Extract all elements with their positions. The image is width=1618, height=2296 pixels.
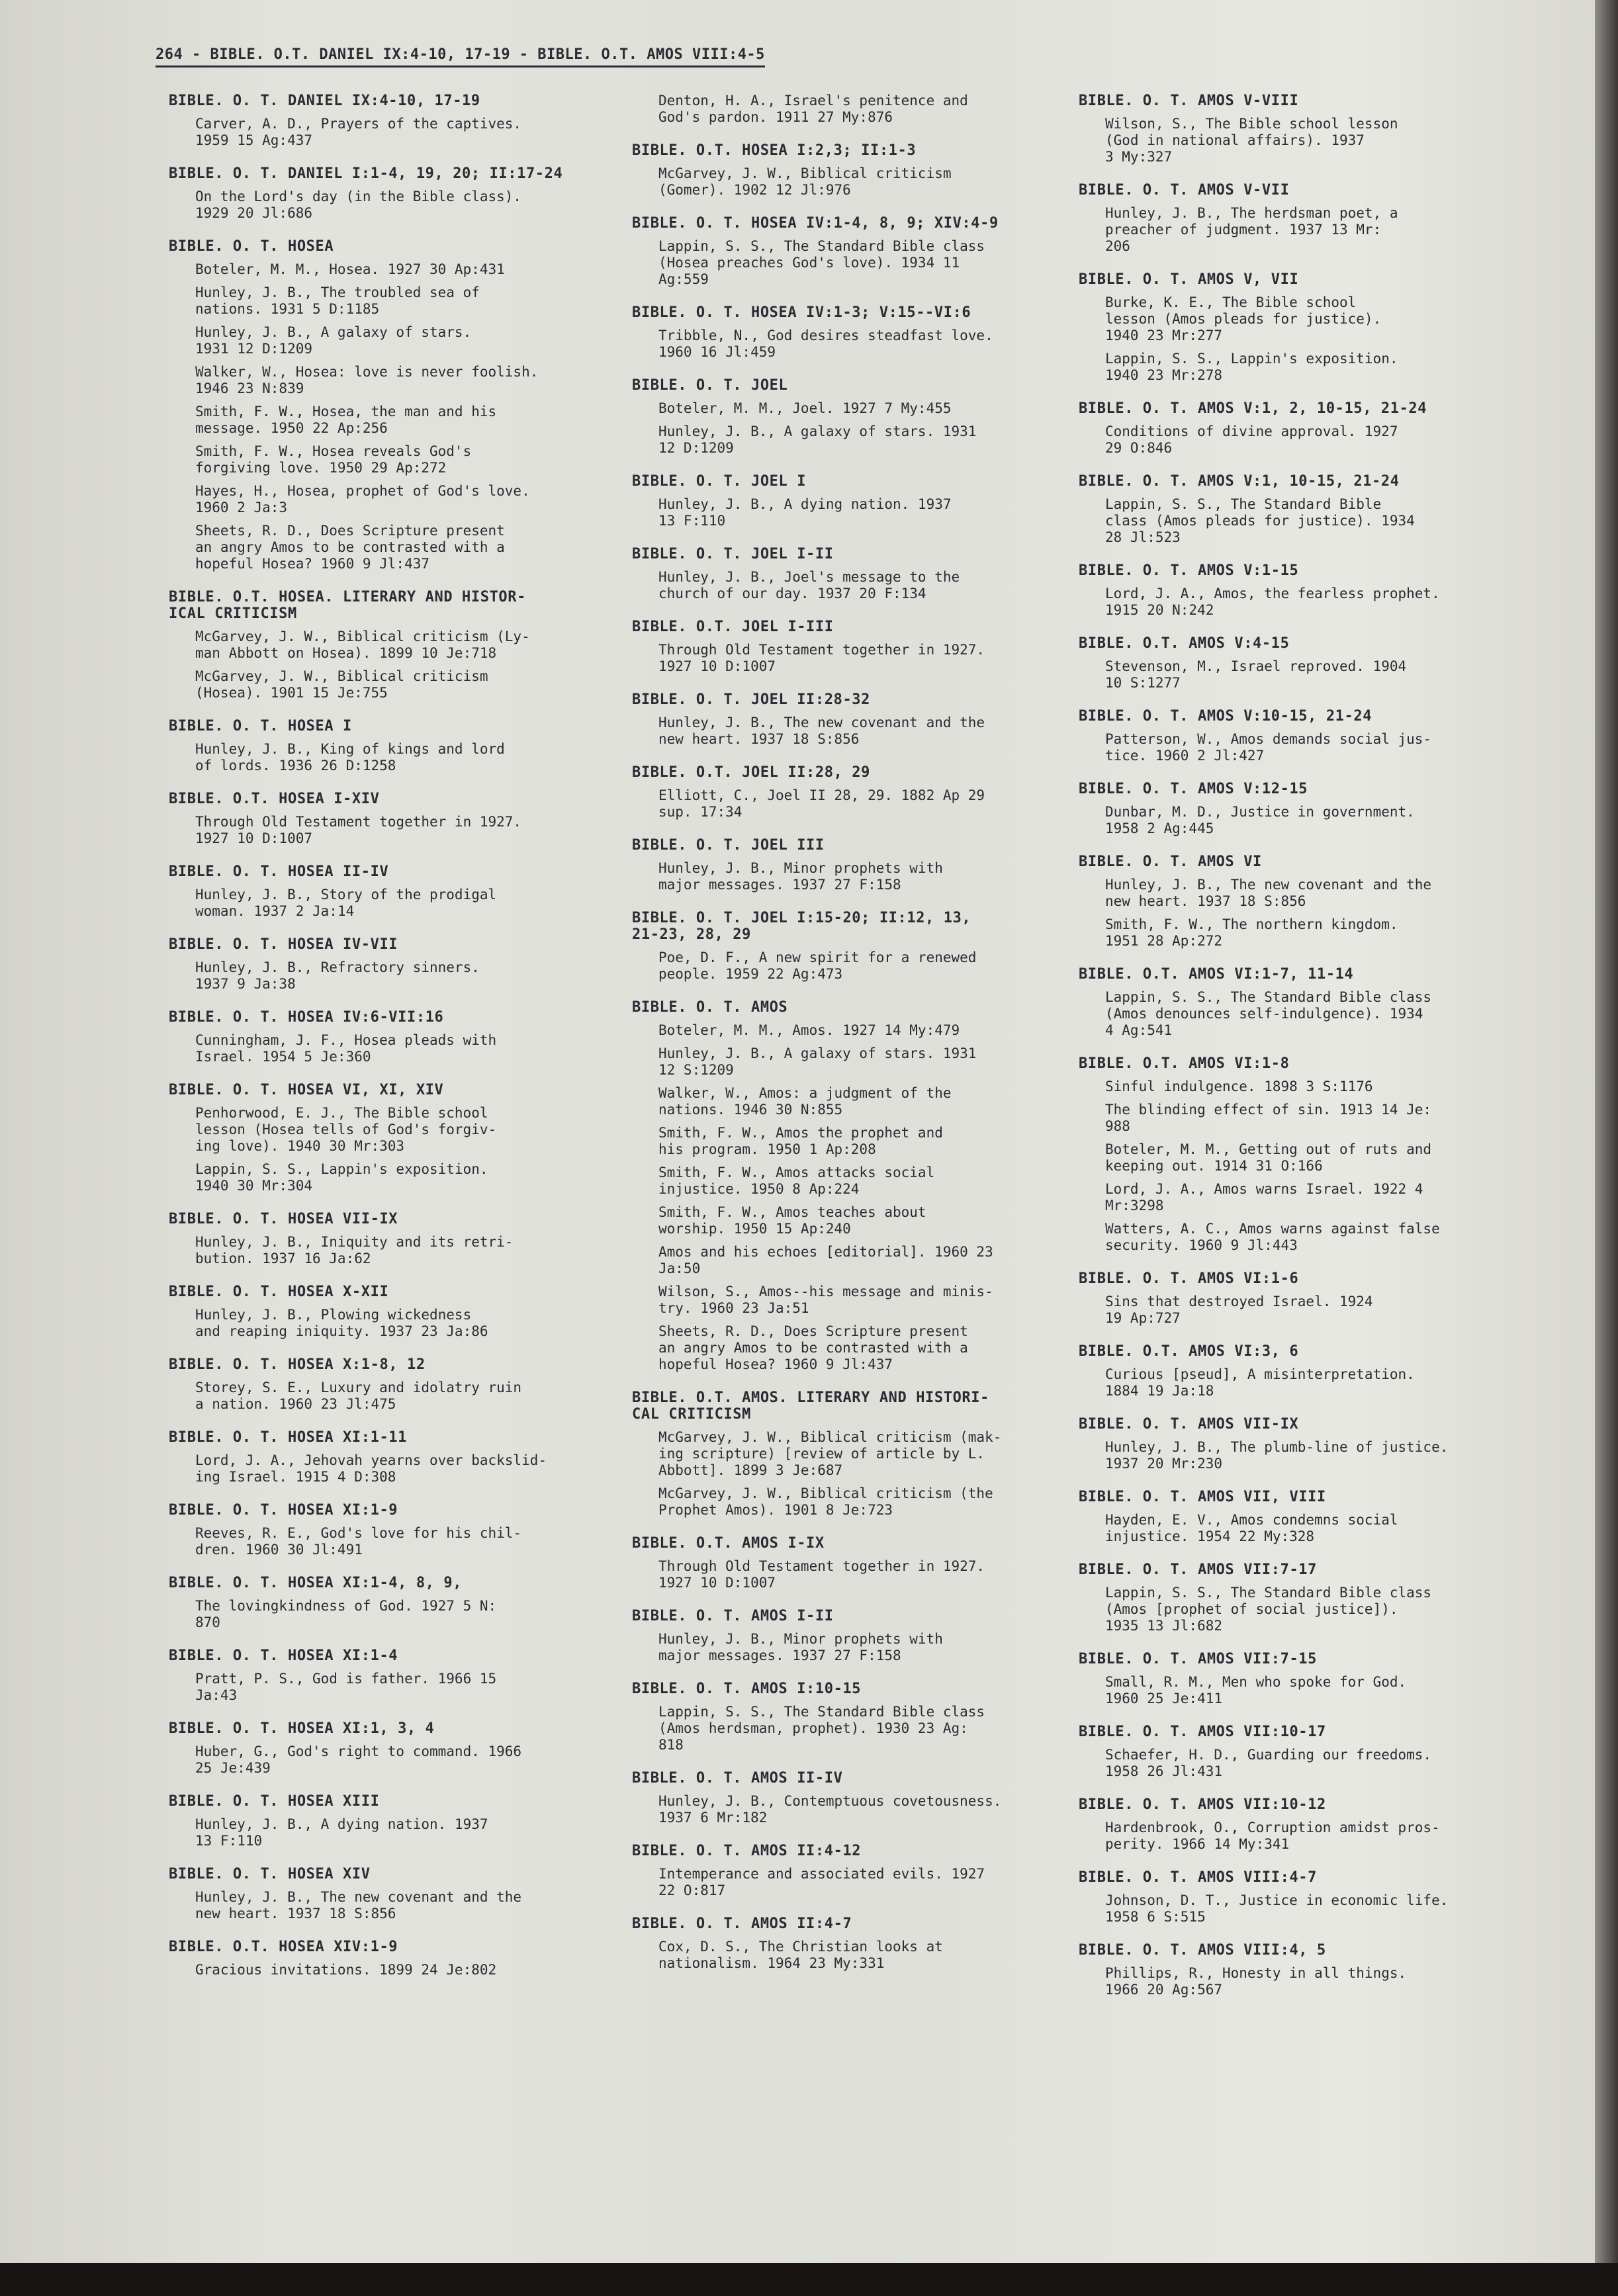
index-entry — [1079, 1562, 1502, 1634]
citation: Hunley, J. B., Refractory sinners. 1937 9 Ja:38 — [195, 959, 480, 992]
citation: Lord, J. A., Amos warns Israel. 1922 4 Mr:3298 — [1105, 1181, 1423, 1214]
index-entry — [169, 1284, 592, 1340]
subject-heading: BIBLE. O. T. AMOS VII, VIII — [1079, 1489, 1326, 1505]
citation: Carver, A. D., Prayers of the captives. 1959 15 Ag:437 — [195, 116, 522, 148]
citation: Wilson, S., Amos--his message and minis- try. 1960 23 Ja:51 — [658, 1284, 993, 1316]
citation: Boteler, M. M., Amos. 1927 14 My:479 — [658, 1022, 960, 1038]
index-entry — [169, 1648, 592, 1704]
subject-heading: BIBLE. O. T. AMOS V:1, 2, 10-15, 21-24 — [1079, 400, 1427, 417]
citation: Hayes, H., Hosea, prophet of God's love. 1960 2 Ja:3 — [195, 483, 530, 515]
index-entry — [169, 1720, 592, 1777]
citation: Gracious invitations. 1899 24 Je:802 — [195, 1962, 497, 1978]
citation: Curious [pseud], A misinterpretation. 1884 19 Ja:18 — [1105, 1366, 1415, 1399]
subject-heading: BIBLE. O. T. HOSEA IV:1-4, 8, 9; XIV:4-9 — [632, 215, 999, 232]
subject-heading: BIBLE. O.T. AMOS VI:1-8 — [1079, 1055, 1290, 1072]
citation: Hardenbrook, O., Corruption amidst pros- perity. 1966 14 My:341 — [1105, 1820, 1440, 1852]
subject-heading: BIBLE. O.T. JOEL II:28, 29 — [632, 764, 870, 781]
index-entry — [632, 1916, 1056, 1972]
subject-heading: BIBLE. O. T. HOSEA XI:1-4, 8, 9, — [169, 1575, 463, 1591]
subject-heading: BIBLE. O.T. HOSEA. LITERARY AND HISTOR- ICAL CRITICISM — [169, 589, 526, 622]
scan-background — [0, 2263, 1618, 2296]
index-entry — [169, 238, 592, 572]
index-entry — [1079, 562, 1502, 619]
subject-heading: BIBLE. O. T. AMOS V:1, 10-15, 21-24 — [1079, 473, 1400, 490]
citation: Hunley, J. B., Minor prophets with major messages. 1937 27 F:158 — [658, 860, 943, 893]
citation: Stevenson, M., Israel reproved. 1904 10 S:1277 — [1105, 658, 1407, 691]
index-entry — [1079, 1416, 1502, 1472]
index-entry — [169, 1082, 592, 1194]
citation: Smith, F. W., The northern kingdom. 1951 28 Ap:272 — [1105, 916, 1398, 949]
index-entry — [169, 863, 592, 920]
citation: Lappin, S. S., The Standard Bible class (Hosea preaches God's love). 1934 11 Ag:559 — [658, 238, 985, 287]
citation: Johnson, D. T., Justice in economic life. 1958 6 S:515 — [1105, 1892, 1449, 1925]
subject-heading: BIBLE. O.T. AMOS VI:1-7, 11-14 — [1079, 966, 1354, 983]
index-entry — [1079, 1489, 1502, 1545]
index-entry — [1079, 708, 1502, 764]
subject-heading: BIBLE. O. T. AMOS VII:10-12 — [1079, 1796, 1326, 1813]
column-2 — [632, 93, 1056, 1988]
subject-heading: BIBLE. O. T. AMOS VIII:4, 5 — [1079, 1942, 1326, 1959]
citation: Hunley, J. B., Iniquity and its retri- bution. 1937 16 Ja:62 — [195, 1234, 514, 1266]
index-entry — [1079, 1942, 1502, 1998]
subject-heading: BIBLE. O.T. HOSEA I:2,3; II:1-3 — [632, 142, 917, 159]
citation: Lord, J. A., Jehovah yearns over backslid- ing Israel. 1915 4 D:308 — [195, 1452, 547, 1485]
subject-heading: BIBLE. O. T. JOEL I-II — [632, 546, 834, 562]
subject-heading: BIBLE. O. T. JOEL I:15-20; II:12, 13, 21-23, 28, 29 — [632, 910, 971, 943]
index-entry — [632, 1681, 1056, 1753]
citation: The blinding effect of sin. 1913 14 Je: 988 — [1105, 1102, 1432, 1134]
index-entry — [169, 93, 592, 149]
citation: Hunley, J. B., The herdsman poet, a preacher of judgment. 1937 13 Mr: 206 — [1105, 205, 1398, 254]
citation: Amos and his echoes [editorial]. 1960 23 Ja:50 — [658, 1244, 993, 1276]
citation: McGarvey, J. W., Biblical criticism (the Prophet Amos). 1901 8 Je:723 — [658, 1485, 993, 1518]
index-entry — [1079, 966, 1502, 1039]
citation: Tribble, N., God desires steadfast love. 1960 16 Jl:459 — [658, 328, 993, 360]
citation: Penhorwood, E. J., The Bible school lesson (Hosea tells of God's forgiv- ing love). 1940 30 Mr:303 — [195, 1105, 497, 1154]
index-entry — [632, 1770, 1056, 1826]
citation: Smith, F. W., Amos teaches about worship. 1950 15 Ap:240 — [658, 1204, 926, 1237]
citation: Dunbar, M. D., Justice in government. 1958 2 Ag:445 — [1105, 804, 1415, 836]
index-entry — [632, 473, 1056, 529]
subject-heading: BIBLE. O. T. AMOS V-VII — [1079, 182, 1290, 199]
subject-heading: BIBLE. O.T. AMOS I-IX — [632, 1535, 825, 1552]
citation: Hunley, J. B., Contemptuous covetousness. 1937 6 Mr:182 — [658, 1793, 1002, 1826]
column-3 — [1079, 93, 1502, 2015]
citation: Hunley, J. B., A galaxy of stars. 1931 12 D:1209 — [658, 423, 977, 456]
citation: Hunley, J. B., A dying nation. 1937 13 F:110 — [658, 496, 952, 529]
index-entry — [632, 304, 1056, 361]
citation: McGarvey, J. W., Biblical criticism (mak- ing scripture) [review of article by L. Abbott]. 1899 3 Je:687 — [658, 1429, 1002, 1478]
subject-heading: BIBLE. O.T. HOSEA XIV:1-9 — [169, 1939, 398, 1955]
citation: Watters, A. C., Amos warns against false security. 1960 9 Jl:443 — [1105, 1221, 1440, 1253]
subject-heading: BIBLE. O. T. DANIEL IX:4-10, 17-19 — [169, 93, 480, 109]
subject-heading: BIBLE. O. T. HOSEA X:1-8, 12 — [169, 1356, 426, 1373]
index-entry — [169, 1211, 592, 1267]
subject-heading: BIBLE. O. T. HOSEA XI:1-9 — [169, 1502, 398, 1519]
citation: Through Old Testament together in 1927. 1927 10 D:1007 — [658, 642, 985, 674]
citation: Through Old Testament together in 1927. 1927 10 D:1007 — [195, 814, 522, 846]
subject-heading: BIBLE. O. T. AMOS — [632, 999, 788, 1016]
citation: Hunley, J. B., A dying nation. 1937 13 F:110 — [195, 1816, 488, 1849]
subject-heading: BIBLE. O. T. HOSEA IV:1-3; V:15--VI:6 — [632, 304, 971, 321]
index-entry — [1079, 1796, 1502, 1853]
index-entry — [632, 142, 1056, 199]
subject-heading: BIBLE. O. T. HOSEA IV:6-VII:16 — [169, 1009, 444, 1026]
index-entry — [1079, 93, 1502, 165]
citation: Lappin, S. S., Lappin's exposition. 1940 23 Mr:278 — [1105, 351, 1398, 383]
citation: Conditions of divine approval. 1927 29 O:846 — [1105, 423, 1398, 456]
index-entry — [632, 1390, 1056, 1519]
index-entry — [1079, 1869, 1502, 1925]
citation: Hunley, J. B., The plumb-line of justice. 1937 20 Mr:230 — [1105, 1439, 1449, 1472]
subject-heading: BIBLE. O. T. AMOS II-IV — [632, 1770, 843, 1787]
subject-heading: BIBLE. O. T. DANIEL I:1-4, 19, 20; II:17-24 — [169, 165, 563, 182]
citation: Boteler, M. M., Joel. 1927 7 My:455 — [658, 400, 952, 416]
citation: Boteler, M. M., Hosea. 1927 30 Ap:431 — [195, 261, 505, 277]
citation: Pratt, P. S., God is father. 1966 15 Ja:43 — [195, 1671, 497, 1703]
subject-heading: BIBLE. O. T. HOSEA XIII — [169, 1793, 380, 1810]
index-entry — [169, 1793, 592, 1849]
subject-heading: BIBLE. O. T. HOSEA VII-IX — [169, 1211, 398, 1227]
citation: Hunley, J. B., The new covenant and the new heart. 1937 18 S:856 — [658, 715, 985, 747]
citation: Denton, H. A., Israel's penitence and God's pardon. 1911 27 My:876 — [658, 93, 968, 125]
citation: Poe, D. F., A new spirit for a renewed people. 1959 22 Ag:473 — [658, 949, 977, 982]
index-entry — [632, 546, 1056, 602]
index-entry — [1079, 400, 1502, 457]
index-entry — [1079, 473, 1502, 546]
subject-heading: BIBLE. O. T. AMOS VI:1-6 — [1079, 1270, 1299, 1287]
subject-heading: BIBLE. O. T. JOEL III — [632, 837, 825, 854]
subject-heading: BIBLE. O. T. AMOS V:10-15, 21-24 — [1079, 708, 1372, 725]
citation: Smith, F. W., Amos the prophet and his program. 1950 1 Ap:208 — [658, 1125, 943, 1157]
subject-heading: BIBLE. O.T. AMOS V:4-15 — [1079, 635, 1290, 652]
subject-heading: BIBLE. O. T. JOEL I — [632, 473, 807, 490]
citation: Hunley, J. B., Story of the prodigal woman. 1937 2 Ja:14 — [195, 887, 497, 919]
index-entry — [169, 1356, 592, 1413]
citation: Hunley, J. B., A galaxy of stars. 1931 12 S:1209 — [658, 1045, 977, 1078]
subject-heading: BIBLE. O. T. AMOS VII:7-15 — [1079, 1651, 1317, 1667]
column-1 — [169, 93, 592, 1995]
index-entry — [169, 718, 592, 774]
index-entry — [1079, 1270, 1502, 1327]
index-entry — [632, 377, 1056, 457]
subject-heading: BIBLE. O.T. AMOS VI:3, 6 — [1079, 1343, 1299, 1360]
index-entry — [1079, 1651, 1502, 1707]
citation: Smith, F. W., Hosea, the man and his message. 1950 22 Ap:256 — [195, 404, 497, 436]
index-entry — [632, 999, 1056, 1373]
citation: Lappin, S. S., The Standard Bible class (Amos [prophet of social justice]). 1935 13 Jl:682 — [1105, 1585, 1432, 1634]
subject-heading: BIBLE. O. T. HOSEA VI, XI, XIV — [169, 1082, 444, 1098]
subject-heading: BIBLE. O. T. HOSEA XI:1-4 — [169, 1648, 398, 1664]
subject-heading: BIBLE. O. T. AMOS V:12-15 — [1079, 781, 1308, 797]
subject-heading: BIBLE. O. T. AMOS VII:7-17 — [1079, 1562, 1317, 1578]
subject-heading: BIBLE. O. T. AMOS V, VII — [1079, 271, 1299, 288]
citation: Intemperance and associated evils. 1927 22 O:817 — [658, 1866, 985, 1898]
subject-heading: BIBLE. O. T. JOEL — [632, 377, 788, 394]
index-entry — [632, 691, 1056, 748]
citation: Wilson, S., The Bible school lesson (God in national affairs). 1937 3 My:327 — [1105, 116, 1398, 165]
citation: Lappin, S. S., The Standard Bible class (Amos herdsman, prophet). 1930 23 Ag: 818 — [658, 1704, 985, 1753]
citation: Sinful indulgence. 1898 3 S:1176 — [1105, 1079, 1373, 1094]
citation: Lappin, S. S., The Standard Bible class (Amos pleads for justice). 1934 28 Jl:523 — [1105, 496, 1415, 545]
subject-heading: BIBLE. O. T. AMOS VII-IX — [1079, 1416, 1299, 1433]
citation: Sheets, R. D., Does Scripture present an angry Amos to be contrasted with a hopeful Hosea? 1960 9 Jl:437 — [195, 523, 505, 572]
page-edge — [1595, 0, 1618, 2296]
index-entry — [1079, 271, 1502, 384]
index-entry — [632, 837, 1056, 893]
subject-heading: BIBLE. O. T. AMOS II:4-7 — [632, 1916, 852, 1932]
subject-heading: BIBLE. O. T. HOSEA II-IV — [169, 863, 389, 880]
subject-heading: BIBLE. O. T. AMOS VIII:4-7 — [1079, 1869, 1317, 1886]
citation: Schaefer, H. D., Guarding our freedoms. 1958 26 Jl:431 — [1105, 1747, 1432, 1779]
citation: Hunley, J. B., King of kings and lord of lords. 1936 26 D:1258 — [195, 741, 505, 773]
index-entry — [632, 1535, 1056, 1591]
citation: Lappin, S. S., Lappin's exposition. 1940 30 Mr:304 — [195, 1161, 488, 1194]
citation: Hunley, J. B., The troubled sea of nations. 1931 5 D:1185 — [195, 285, 480, 317]
subject-heading: BIBLE. O.T. HOSEA I-XIV — [169, 791, 380, 807]
subject-heading: BIBLE. O. T. AMOS II:4-12 — [632, 1843, 862, 1859]
subject-heading: BIBLE. O. T. AMOS VI — [1079, 854, 1262, 870]
subject-heading: BIBLE. O. T. HOSEA XI:1, 3, 4 — [169, 1720, 435, 1737]
citation: Patterson, W., Amos demands social jus- tice. 1960 2 Jl:427 — [1105, 731, 1432, 764]
index-entry — [1079, 635, 1502, 691]
citation: Phillips, R., Honesty in all things. 1966 20 Ag:567 — [1105, 1965, 1407, 1998]
citation: Cunningham, J. F., Hosea pleads with Israel. 1954 5 Je:360 — [195, 1032, 497, 1065]
index-entry — [632, 619, 1056, 675]
subject-heading: BIBLE. O. T. HOSEA X-XII — [169, 1284, 389, 1300]
citation: McGarvey, J. W., Biblical criticism (Ly- man Abbott on Hosea). 1899 10 Je:718 — [195, 629, 530, 661]
subject-heading: BIBLE. O. T. HOSEA XIV — [169, 1866, 371, 1882]
citation: Hunley, J. B., The new covenant and the new heart. 1937 18 S:856 — [195, 1889, 522, 1921]
citation: Sins that destroyed Israel. 1924 19 Ap:727 — [1105, 1294, 1373, 1326]
citation: Sheets, R. D., Does Scripture present an angry Amos to be contrasted with a hopeful Hosea? 1960 9 Jl:437 — [658, 1323, 968, 1372]
citation: Hunley, J. B., Minor prophets with major messages. 1937 27 F:158 — [658, 1631, 943, 1663]
citation: Walker, W., Hosea: love is never foolish. 1946 23 N:839 — [195, 364, 539, 396]
index-entry — [632, 215, 1056, 288]
citation: Hunley, J. B., Plowing wickedness and reaping iniquity. 1937 23 Ja:86 — [195, 1307, 488, 1339]
index-entry — [169, 1575, 592, 1631]
citation: Boteler, M. M., Getting out of ruts and keeping out. 1914 31 O:166 — [1105, 1141, 1432, 1174]
citation: Through Old Testament together in 1927. 1927 10 D:1007 — [658, 1558, 985, 1591]
index-entry — [169, 1429, 592, 1485]
citation: Walker, W., Amos: a judgment of the nations. 1946 30 N:855 — [658, 1085, 952, 1118]
citation: Elliott, C., Joel II 28, 29. 1882 Ap 29 sup. 17:34 — [658, 787, 985, 820]
citation: Hunley, J. B., Joel's message to the church of our day. 1937 20 F:134 — [658, 569, 960, 601]
subject-heading: BIBLE. O. T. AMOS I-II — [632, 1608, 834, 1624]
subject-heading: BIBLE. O. T. HOSEA — [169, 238, 334, 255]
index-entry — [169, 1866, 592, 1922]
citation: Hunley, J. B., A galaxy of stars. 1931 12 D:1209 — [195, 324, 472, 357]
subject-heading: BIBLE. O. T. JOEL II:28-32 — [632, 691, 870, 708]
citation: Cox, D. S., The Christian looks at nationalism. 1964 23 My:331 — [658, 1939, 943, 1971]
citation: Smith, F. W., Hosea reveals God's forgiving love. 1950 29 Ap:272 — [195, 443, 472, 476]
citation: On the Lord's day (in the Bible class). 1929 20 Jl:686 — [195, 189, 522, 221]
index-entry — [169, 165, 592, 222]
index-entry — [632, 1608, 1056, 1664]
subject-heading: BIBLE. O. T. HOSEA XI:1-11 — [169, 1429, 407, 1446]
index-entry — [632, 93, 1056, 126]
citation: Hunley, J. B., The new covenant and the new heart. 1937 18 S:856 — [1105, 877, 1432, 909]
citation: McGarvey, J. W., Biblical criticism (Gomer). 1902 12 Jl:976 — [658, 165, 952, 198]
subject-heading: BIBLE. O. T. HOSEA I — [169, 718, 352, 734]
index-entry — [1079, 1724, 1502, 1780]
subject-heading: BIBLE. O. T. AMOS V:1-15 — [1079, 562, 1299, 579]
citation: The lovingkindness of God. 1927 5 N: 870 — [195, 1598, 497, 1630]
citation: McGarvey, J. W., Biblical criticism (Hosea). 1901 15 Je:755 — [195, 668, 488, 701]
citation: Burke, K. E., The Bible school lesson (Amos pleads for justice). 1940 23 Mr:277 — [1105, 294, 1382, 343]
index-entry — [1079, 182, 1502, 255]
subject-heading: BIBLE. O. T. AMOS V-VIII — [1079, 93, 1299, 109]
citation: Smith, F. W., Amos attacks social injustice. 1950 8 Ap:224 — [658, 1165, 935, 1197]
index-entry — [1079, 781, 1502, 837]
index-entry — [1079, 1343, 1502, 1399]
index-entry — [169, 1502, 592, 1558]
index-entry — [169, 791, 592, 847]
subject-heading: BIBLE. O. T. AMOS I:10-15 — [632, 1681, 862, 1697]
page-header: 264 - BIBLE. O.T. DANIEL IX:4-10, 17-19 - BIBLE. O.T. AMOS VIII:4-5 — [156, 46, 765, 67]
index-entry — [169, 1009, 592, 1065]
index-entry — [632, 910, 1056, 983]
index-entry — [169, 936, 592, 993]
subject-heading: BIBLE. O. T. AMOS VII:10-17 — [1079, 1724, 1326, 1740]
citation: Small, R. M., Men who spoke for God. 1960 25 Je:411 — [1105, 1674, 1407, 1706]
subject-heading: BIBLE. O.T. JOEL I-III — [632, 619, 834, 635]
subject-heading: BIBLE. O. T. HOSEA IV-VII — [169, 936, 398, 953]
index-entry — [632, 764, 1056, 820]
index-entry — [1079, 854, 1502, 949]
index-entry — [1079, 1055, 1502, 1254]
index-entry — [169, 1939, 592, 1978]
citation: Lord, J. A., Amos, the fearless prophet. 1915 20 N:242 — [1105, 586, 1440, 618]
citation: Lappin, S. S., The Standard Bible class (Amos denounces self-indulgence). 1934 4 Ag:541 — [1105, 989, 1432, 1038]
citation: Hayden, E. V., Amos condemns social injustice. 1954 22 My:328 — [1105, 1512, 1398, 1544]
citation: Reeves, R. E., God's love for his chil- dren. 1960 30 Jl:491 — [195, 1525, 522, 1558]
index-entry — [632, 1843, 1056, 1899]
subject-heading: BIBLE. O.T. AMOS. LITERARY AND HISTORI- CAL CRITICISM — [632, 1390, 989, 1423]
citation: Huber, G., God's right to command. 1966 25 Je:439 — [195, 1744, 522, 1776]
citation: Storey, S. E., Luxury and idolatry ruin a nation. 1960 23 Jl:475 — [195, 1380, 522, 1412]
index-entry — [169, 589, 592, 701]
